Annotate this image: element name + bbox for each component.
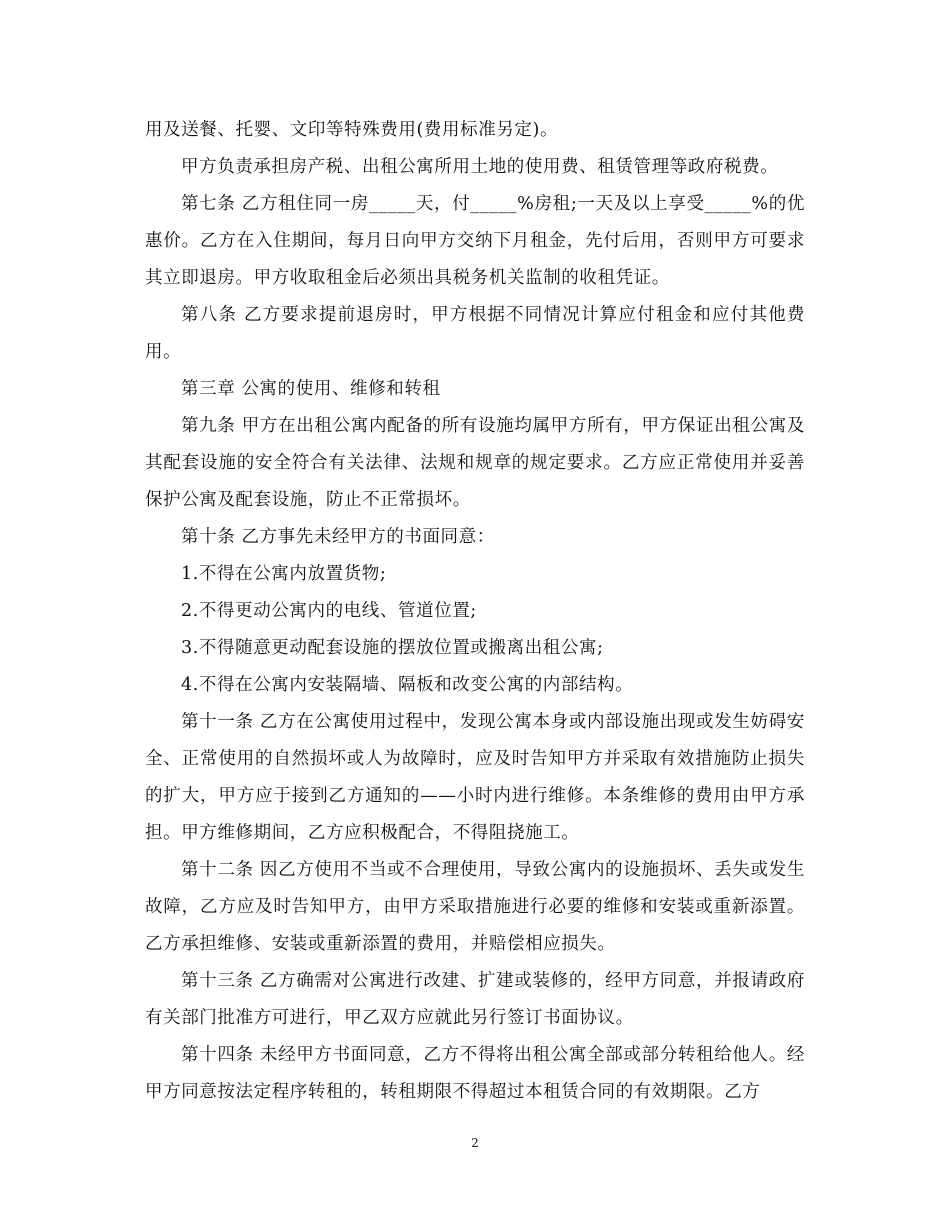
paragraph-article-12: 第十二条 因乙方使用不当或不合理使用，导致公寓内的设施损坏、丢失或发生故障，乙方应及时告知甲方，由甲方采取措施进行必要的维修和安装或重新添置。乙方承担维修、安装或重新添置的费用，并赔偿相应损失。 [145,860,805,954]
paragraph-article-10: 第十条 乙方事先未经甲方的书面同意： [181,527,495,547]
list-item-4: 4.不得在公寓内安装隔墙、隔板和改变公寓的内部结构。 [181,675,634,695]
paragraph-article-8: 第八条 乙方要求提前退房时，甲方根据不同情况计算应付租金和应付其他费用。 [145,305,805,362]
paragraph-lessor-taxes: 甲方负责承担房产税、出租公寓所用土地的使用费、租赁管理等政府税费。 [181,157,779,177]
page-number: 2 [471,1136,479,1150]
paragraph-article-7: 第七条 乙方租住同一房_____天，付_____%房租;一天及以上享受_____%的优惠价。乙方在入住期间，每月日向甲方交纳下月租金，先付后用，否则甲方可要求其立即退房。甲方收取租金后必须出具税务机关监制的收租凭证。 [145,194,805,288]
list-item-3: 3.不得随意更动配套设施的摆放位置或搬离出租公寓; [181,638,604,658]
paragraph-article-13: 第十三条 乙方确需对公寓进行改建、扩建或装修的，经甲方同意，并报请政府有关部门批准方可进行，甲乙双方应就此另行签订书面协议。 [145,971,805,1028]
paragraph-article-11: 第十一条 乙方在公寓使用过程中，发现公寓本身或内部设施出现或发生妨碍安全、正常使用的自然损坏或人为故障时，应及时告知甲方并采取有效措施防止损失的扩大，甲方应于接到乙方通知的——小时内进行维修。本条维修的费用由甲方承担。甲方维修期间，乙方应积极配合，不得阻挠施工。 [145,712,805,843]
list-item-1: 1.不得在公寓内放置货物; [181,564,387,584]
list-item-2: 2.不得更动公寓内的电线、管道位置; [181,601,477,621]
paragraph-article-14: 第十四条 未经甲方书面同意，乙方不得将出租公寓全部或部分转租给他人。经甲方同意按法定程序转租的，转租期限不得超过本租赁合同的有效期限。乙方 [145,1045,805,1102]
paragraph-article-9: 第九条 甲方在出租公寓内配备的所有设施均属甲方所有，甲方保证出租公寓及其配套设施的安全符合有关法律、法规和规章的规定要求。乙方应正常使用并妥善保护公寓及配套设施，防止不正常损坏。 [145,416,805,510]
chapter-3-heading: 第三章 公寓的使用、维修和转租 [181,379,441,399]
document-body [145,112,805,1111]
paragraph-special-fees-continued: 用及送餐、托婴、文印等特殊费用(费用标准另定)。 [145,120,559,140]
